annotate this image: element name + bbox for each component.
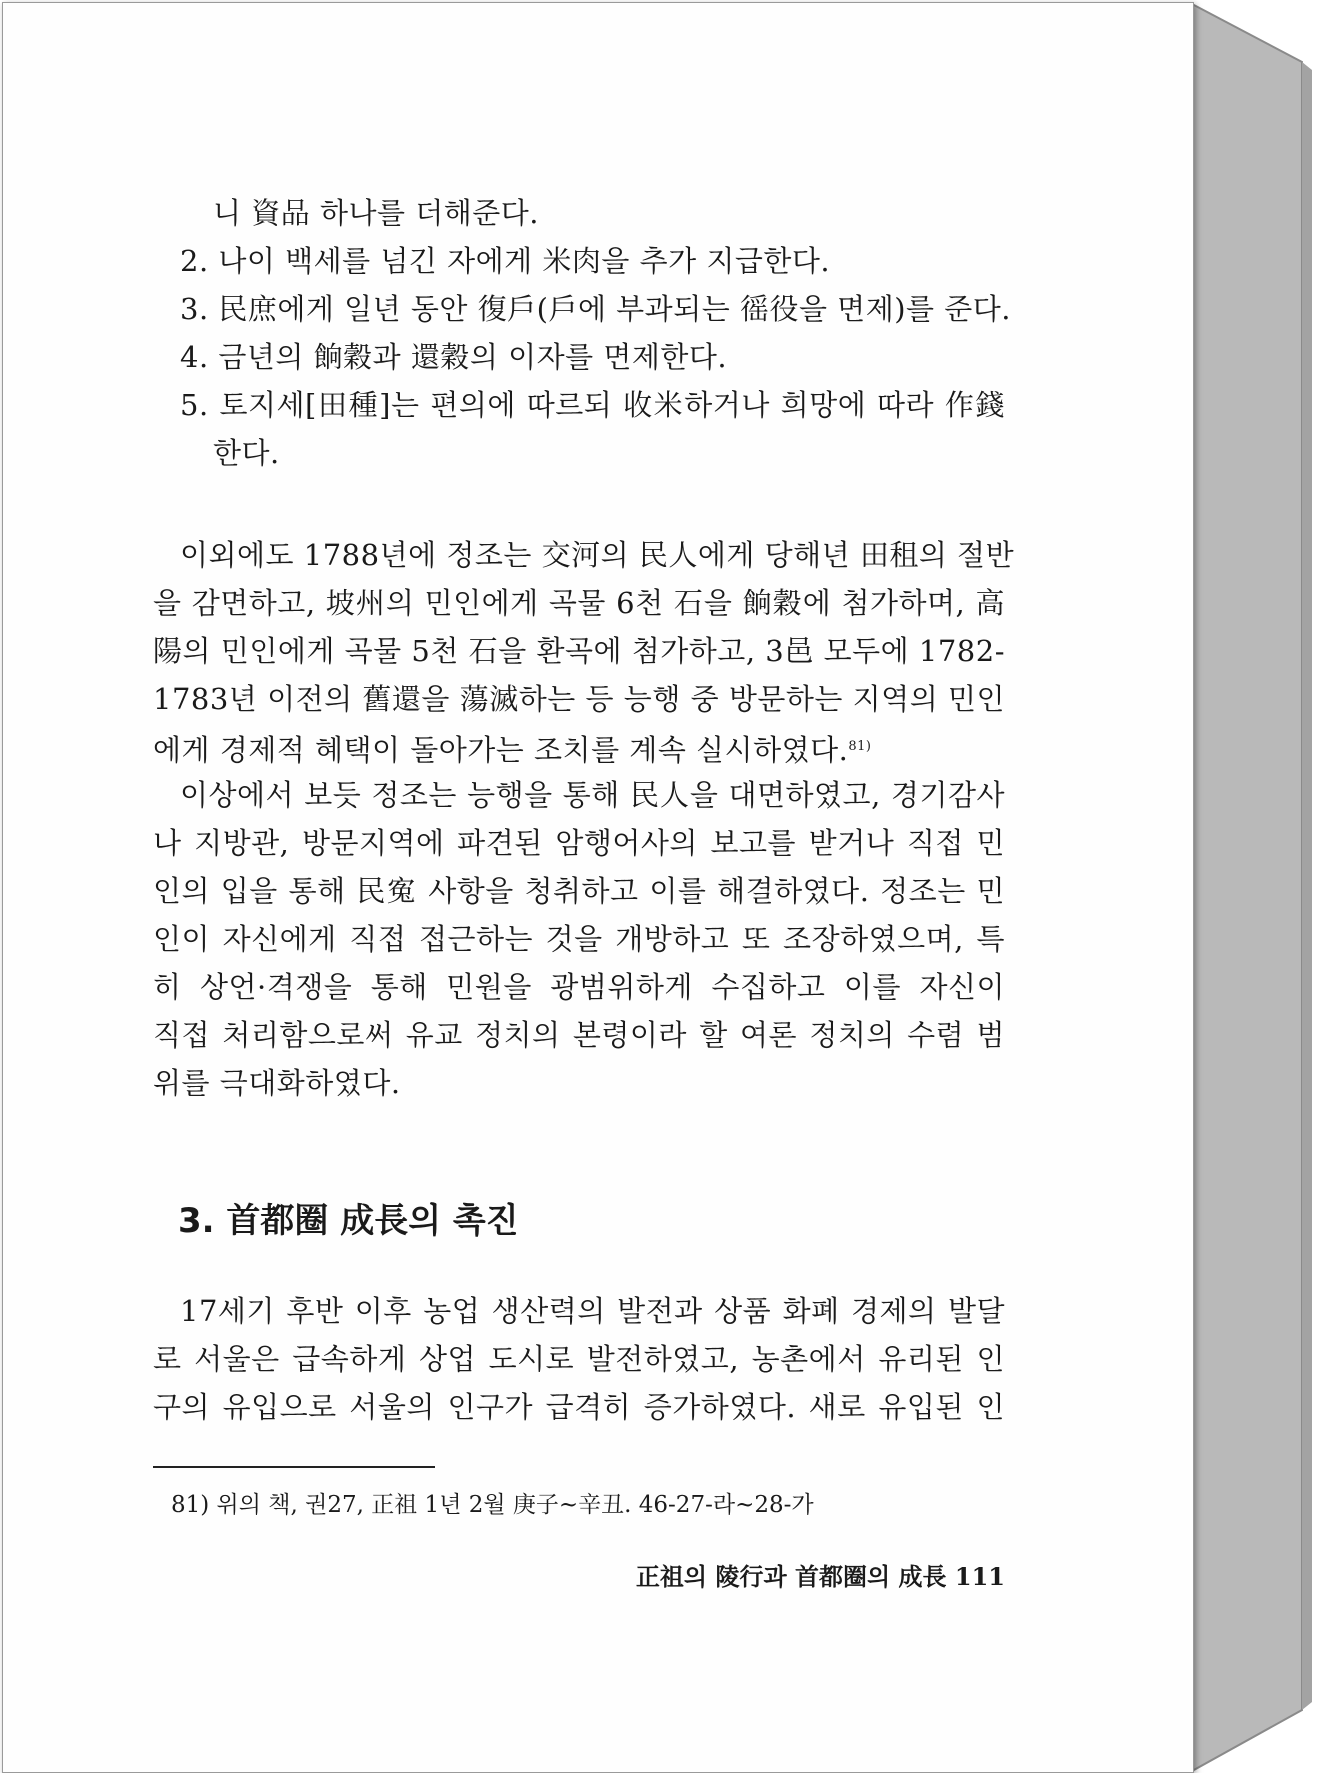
paragraph-line: 구의 유입으로 서울의 인구가 급격히 증가하였다. 새로 유입된 인 xyxy=(153,1390,1005,1424)
list-item-3: 3. 民庶에게 일년 동안 復戶(戶에 부과되는 徭役을 면제)를 준다. xyxy=(180,292,1012,326)
book-page xyxy=(2,2,1194,1773)
paragraph-line: 이외에도 1788년에 정조는 交河의 民人에게 당해년 田租의 절반 xyxy=(180,538,1015,572)
footnote: 81) 위의 책, 권27, 正祖 1년 2월 庚子~辛丑. 46-27-라~28-가 xyxy=(171,1492,814,1518)
paragraph-line: 17세기 후반 이후 농업 생산력의 발전과 상품 화폐 경제의 발달 xyxy=(180,1294,1005,1328)
list-item-2: 2. 나이 백세를 넘긴 자에게 米肉을 추가 지급한다. xyxy=(180,244,831,278)
paragraph-line: 을 감면하고, 坡州의 민인에게 곡물 6천 石을 餉穀에 첨가하며, 高 xyxy=(153,586,1005,620)
footnote-divider xyxy=(153,1466,435,1468)
paragraph-line: 이상에서 보듯 정조는 능행을 통해 民人을 대면하였고, 경기감사 xyxy=(180,778,1005,812)
list-item-continuation: 니 資品 하나를 더해준다. xyxy=(213,196,539,230)
section-heading: 3. 首都圈 成長의 촉진 xyxy=(178,1201,519,1241)
paragraph-line: 위를 극대화하였다. xyxy=(153,1066,401,1100)
paragraph-line: 직접 처리함으로써 유교 정치의 본령이라 할 여론 정치의 수렴 범 xyxy=(153,1018,1005,1052)
paragraph-line: 로 서울은 급속하게 상업 도시로 발전하였고, 농촌에서 유리된 인 xyxy=(153,1342,1005,1376)
paragraph-line: 1783년 이전의 舊還을 蕩滅하는 등 능행 중 방문하는 지역의 민인 xyxy=(153,682,1005,716)
list-item-5-continuation: 한다. xyxy=(213,436,280,470)
paragraph-text: 에게 경제적 혜택이 돌아가는 조치를 계속 실시하였다. xyxy=(153,733,849,767)
paragraph-line: 인의 입을 통해 民寃 사항을 청취하고 이를 해결하였다. 정조는 민 xyxy=(153,874,1005,908)
paragraph-line: 히 상언·격쟁을 통해 민원을 광범위하게 수집하고 이를 자신이 xyxy=(153,970,1005,1004)
list-item-4: 4. 금년의 餉穀과 還穀의 이자를 면제한다. xyxy=(180,340,728,374)
footnote-reference: 81) xyxy=(848,739,872,754)
running-footer: 正祖의 陵行과 首都圈의 成長 111 xyxy=(635,1562,1005,1591)
list-item-5: 5. 토지세[田種]는 편의에 따르되 收米하거나 희망에 따라 作錢 xyxy=(180,388,1005,422)
paragraph-line: 인이 자신에게 직접 접근하는 것을 개방하고 또 조장하였으며, 특 xyxy=(153,922,1005,956)
paragraph-line xyxy=(153,727,871,770)
paragraph-line: 나 지방관, 방문지역에 파견된 암행어사의 보고를 받거나 직접 민 xyxy=(153,826,1005,860)
paragraph-line: 陽의 민인에게 곡물 5천 石을 환곡에 첨가하고, 3邑 모두에 1782- xyxy=(153,634,1005,668)
